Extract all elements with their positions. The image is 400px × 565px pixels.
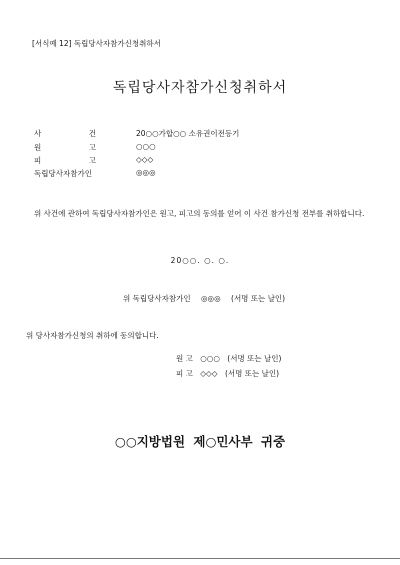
party-row-plaintiff [34, 142, 364, 154]
party-value: ◇◇◇ [136, 155, 154, 164]
party-row-case [34, 128, 364, 140]
signatory-role: 피 고 [176, 369, 193, 378]
defendant-signature-line [176, 368, 284, 380]
party-label: 피 고 [34, 156, 96, 165]
form-number: [서식예 12] 독립당사자참가신청취하서 [32, 39, 161, 48]
party-label: 사 건 [34, 129, 96, 138]
signatory-name: ◇◇◇ [200, 369, 218, 378]
page-bottom-divider [0, 558, 400, 559]
intro-paragraph: 위 사건에 관하여 독립당사자참가인은 원고, 피고의 동의를 얻어 이 사건 참가신청 전부를 취하합니다. [34, 209, 365, 218]
party-label: 독립당사자참가인 [34, 169, 92, 178]
intervenor-seal: (서명 또는 날인) [231, 294, 286, 303]
consent-statement: 위 당사자참가신청의 취하에 동의합니다. [26, 331, 159, 340]
party-value: 20○○가합○○ 소유권이전등기 [136, 129, 240, 138]
intervenor-prefix: 위 독립당사자참가인 [123, 294, 191, 303]
party-value: ○○○ [136, 142, 156, 151]
intervenor-signature-line [123, 293, 293, 304]
plaintiff-signature-line [176, 353, 286, 365]
party-row-intervenor [34, 168, 364, 180]
party-value: ◎◎◎ [136, 168, 156, 177]
document-title: 독립당사자참가신청취하서 [112, 80, 288, 96]
signatory-seal: (서명 또는 날인) [227, 354, 282, 363]
party-label: 원 고 [34, 143, 96, 152]
signatory-role: 원 고 [176, 354, 193, 363]
court-addressee: ○○지방법원 제○민사부 귀중 [114, 434, 286, 449]
signatory-name: ○○○ [200, 354, 220, 363]
party-row-defendant [34, 155, 364, 167]
intervenor-name: ◎◎◎ [200, 294, 221, 303]
signatory-seal: (서명 또는 날인) [224, 369, 280, 378]
document-date: 20○○. ○. ○. [170, 256, 230, 265]
